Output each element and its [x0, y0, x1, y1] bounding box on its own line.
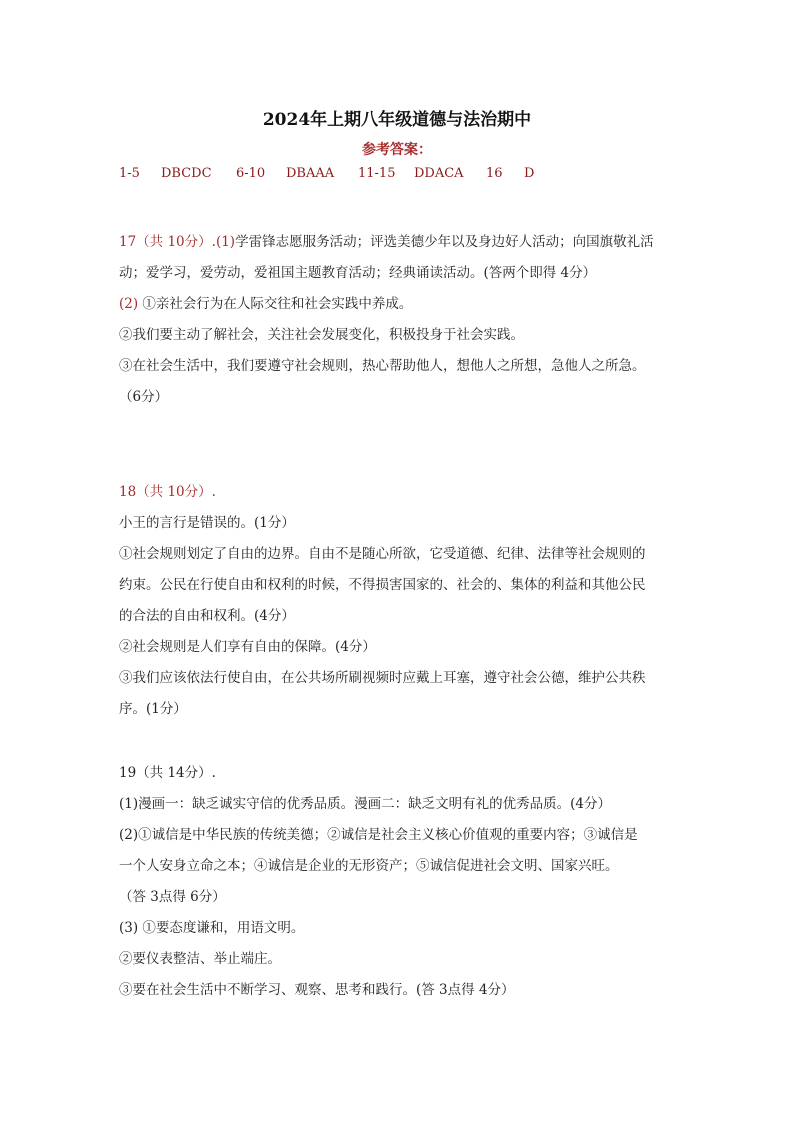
q18-heading: 18（共 10分）. — [119, 484, 216, 500]
q19-line-2: (2)①诚信是中华民族的传统美德；②诚信是社会主义核心价值观的重要内容；③诚信是 — [119, 827, 638, 843]
q18-line-1: 小王的言行是错误的。(1分） — [119, 515, 295, 531]
q19-line-3: 一个人安身立命之本；④诚信是企业的无形资产；⑤诚信促进社会文明、国家兴旺。 — [119, 858, 619, 874]
q18-line-6: ③我们应该依法行使自由，在公共场所刷视频时应戴上耳塞，遵守社会公德，维护公共秩 — [119, 670, 646, 686]
q19-heading: 19（共 14分）. — [119, 765, 216, 781]
answer-key-heading: 参考答案： — [362, 142, 432, 158]
q17-line-2: 动；爱学习，爱劳动，爱祖国主题教育活动；经典诵读活动。(答两个即得 4分） — [119, 265, 597, 281]
choice-answer: DDACA — [414, 166, 464, 181]
q17-line-1 — [119, 230, 654, 250]
q19-line-7: ③要在社会生活中不断学习、观察、思考和践行。(答 3点得 4分） — [119, 982, 515, 998]
choice-range: 1-5 — [119, 166, 140, 181]
q17-part1-number: (1) — [215, 234, 236, 250]
q17-part2-point1: ①亲社会行为在人际交往和社会实践中养成。 — [138, 296, 413, 312]
choice-answer: D — [524, 166, 535, 181]
q18-line-4: 的合法的自由和权利。(4分） — [119, 608, 295, 624]
q17-part2-score: （6分） — [119, 389, 169, 405]
q19-line-1: (1)漫画一：缺乏诚实守信的优秀品质。漫画二：缺乏文明有礼的优秀品质。(4分） — [119, 796, 611, 812]
choice-answer: DBAAA — [286, 166, 335, 181]
q18-line-2: ①社会规则划定了自由的边界。自由不是随心所欲，它受道德、纪律、法律等社会规则的 — [119, 546, 646, 562]
q17-part2-number: (2) — [119, 296, 139, 312]
q18-line-3: 约束。公民在行使自由和权利的时候，不得损害国家的、社会的、集体的利益和其他公民 — [119, 577, 646, 593]
q17-heading: 17（共 10分）. — [119, 234, 216, 250]
page-title: 2024年上期八年级道德与法治期中 — [262, 110, 532, 130]
choice-range: 11-15 — [358, 166, 396, 181]
q19-line-4: （答 3点得 6分） — [119, 889, 226, 905]
choice-range: 6-10 — [236, 166, 266, 181]
q17-part1-text: 学雷锋志愿服务活动；评选美德少年以及身边好人活动；向国旗敬礼活 — [235, 234, 654, 250]
q19-line-6: ②要仪表整洁、举止端庄。 — [119, 951, 281, 967]
q17-line-3 — [119, 292, 412, 312]
q19-line-5: (3) ①要态度谦和，用语文明。 — [119, 920, 305, 936]
q17-part2-point2: ②我们要主动了解社会，关注社会发展变化，积极投身于社会实践。 — [119, 327, 524, 343]
choice-range: 16 — [486, 166, 503, 181]
q18-line-5: ②社会规则是人们享有自由的保障。(4分） — [119, 639, 376, 655]
q18-line-7: 序。(1分） — [119, 701, 187, 717]
choice-answers-row — [119, 166, 534, 181]
choice-answer: DBCDC — [161, 166, 212, 181]
q17-part2-point3: ③在社会生活中，我们要遵守社会规则，热心帮助他人，想他人之所想，急他人之所急。 — [119, 358, 646, 374]
